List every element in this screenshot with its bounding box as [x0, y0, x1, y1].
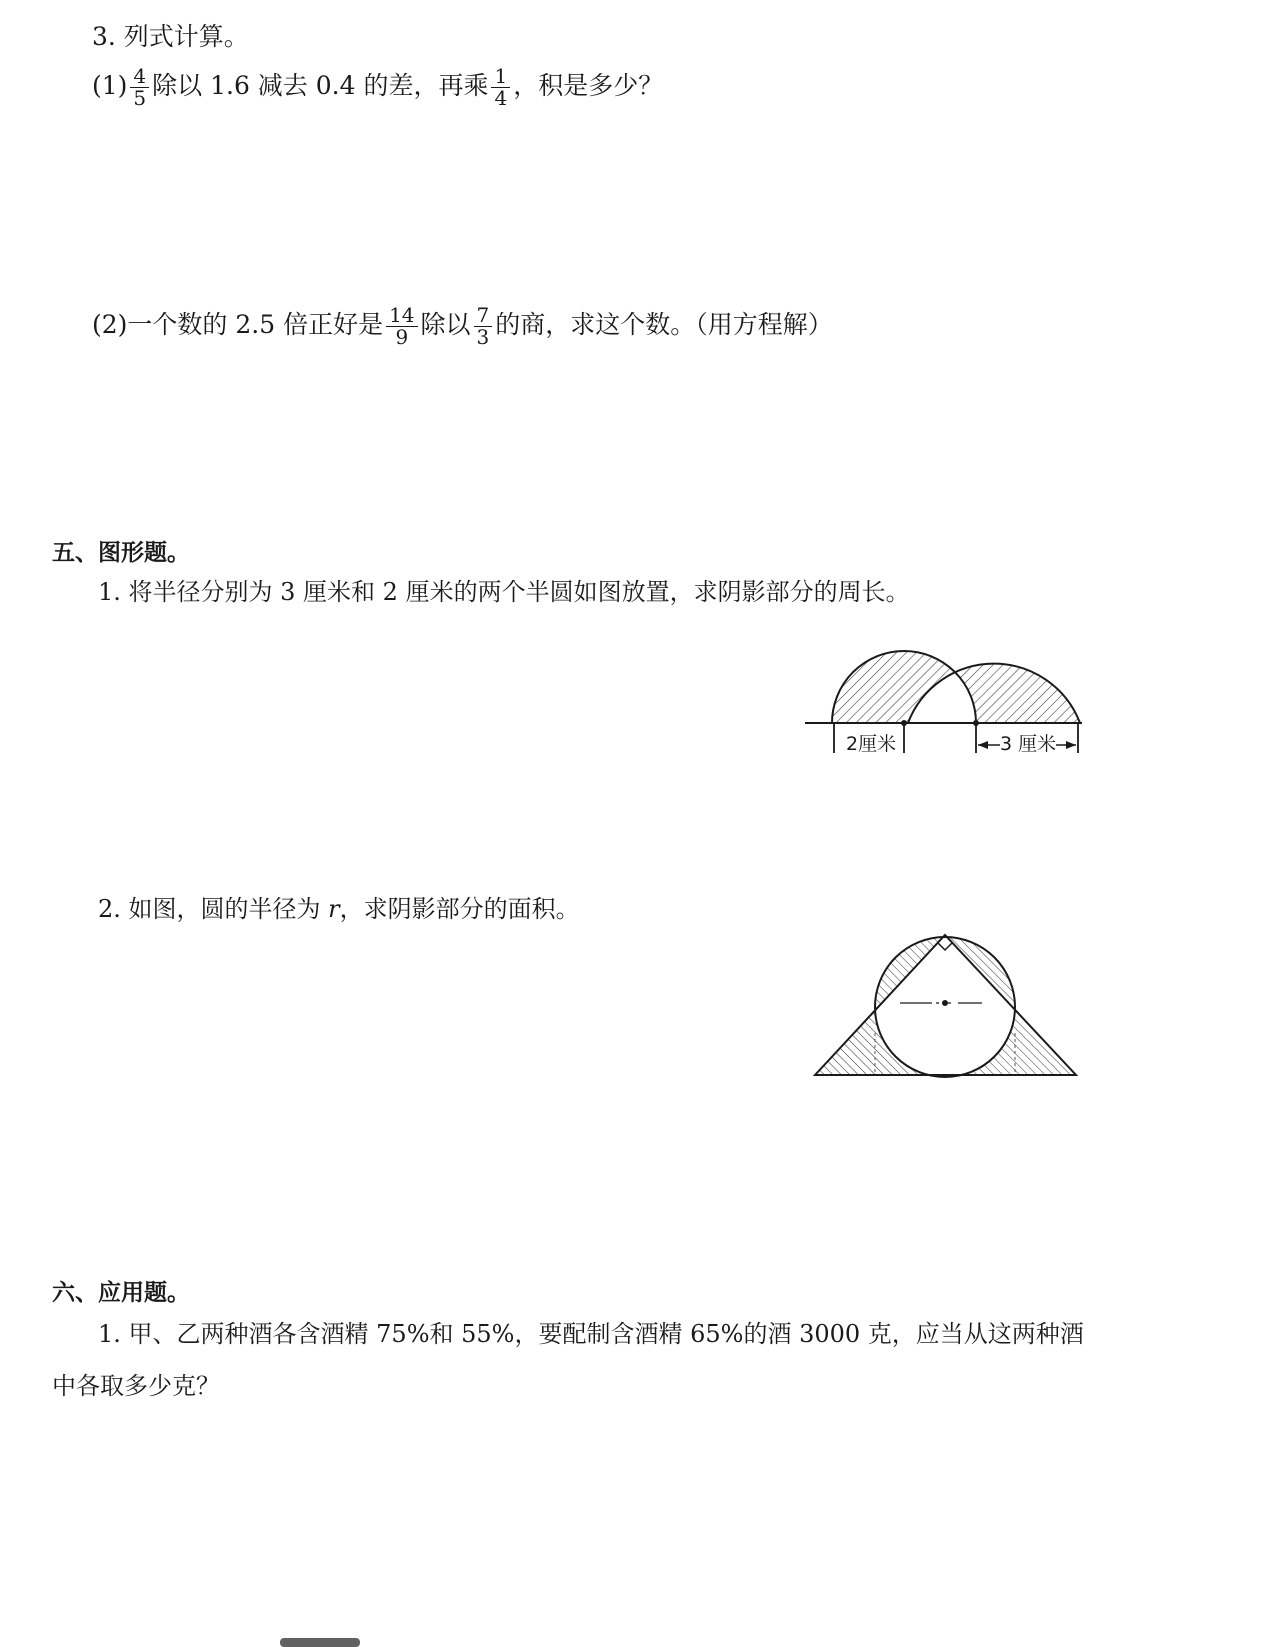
problem-5-2-prefix: 2. 如图，圆的半径为 — [98, 895, 329, 923]
shaded-region — [815, 935, 1076, 1077]
fraction-1-4: $\frac{1}{4}$ — [491, 66, 510, 109]
problem-3-2 — [92, 305, 833, 348]
problem-3-1-lead: (1) — [92, 71, 128, 100]
section-6-heading: 六、应用题。 — [52, 1280, 190, 1306]
circle-center-dot — [942, 1000, 948, 1006]
problem-3-1-tail: ，积是多少？ — [513, 71, 664, 100]
problem-5-2-suffix: ，求阴影部分的面积。 — [339, 895, 580, 923]
problem-5-1: 1. 将半径分别为 3 厘米和 2 厘米的两个半圆如图放置，求阴影部分的周长。 — [98, 578, 910, 606]
problem-3-1 — [92, 66, 663, 109]
variable-r: r — [328, 895, 340, 923]
scan-mark — [280, 1638, 360, 1647]
problem-3-1-mid: 除以 1.6 减去 0.4 的差，再乘 — [152, 71, 489, 100]
problem-5-2 — [98, 895, 580, 924]
section-5-heading: 五、图形题。 — [52, 540, 190, 566]
fraction-4-5: $\frac{4}{5}$ — [130, 66, 149, 109]
label-3cm: 3 厘米 — [1000, 733, 1057, 755]
problem-3-2-mid: 除以 — [420, 310, 471, 339]
problem-6-1-line1: 1. 甲、乙两种酒各含酒精 75%和 55%，要配制含酒精 65%的酒 3000 克，应当从这两种酒 — [98, 1320, 1084, 1348]
problem-6-1-line2: 中各取多少克？ — [52, 1372, 220, 1400]
problem-3-2-tail: 的商，求这个数。（用方程解） — [495, 310, 833, 339]
figure-semicircles — [800, 610, 1100, 755]
fraction-7-3: $\frac{7}{3}$ — [474, 305, 493, 348]
label-2cm: 2厘米 — [846, 733, 897, 755]
fraction-14-9: $\frac{14}{9}$ — [386, 305, 417, 348]
figure-circle-triangle — [810, 925, 1080, 1080]
section-3-title: 3. 列式计算。 — [92, 22, 249, 51]
problem-3-2-lead: (2)一个数的 2.5 倍正好是 — [92, 310, 384, 339]
